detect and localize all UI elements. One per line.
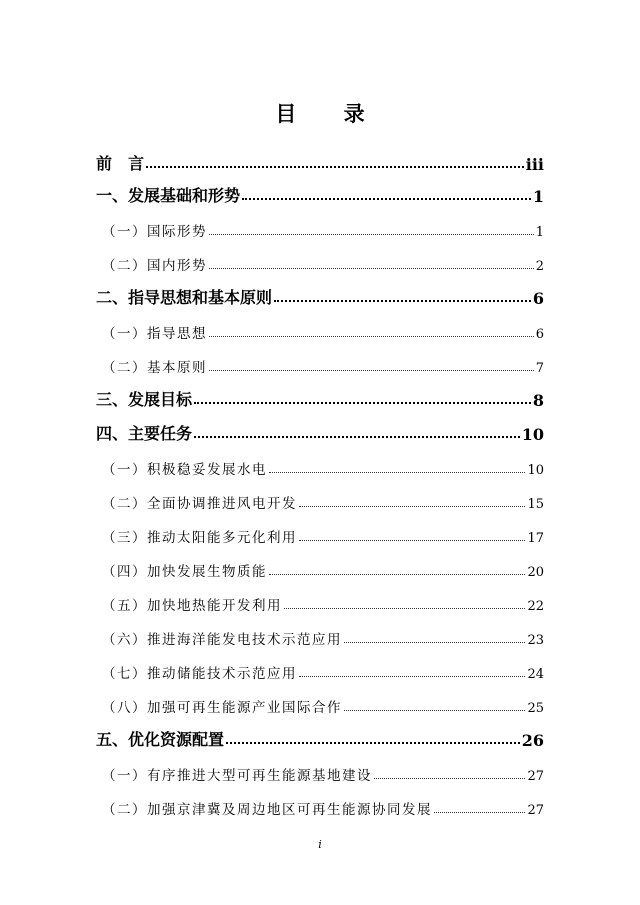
toc-entry[interactable] [96,280,544,308]
toc-entry-label: 前 言 [96,154,145,173]
dot-leader [299,676,525,677]
toc-entry-page: 27 [527,769,544,784]
toc-entry-page: 7 [535,361,544,376]
toc-entry-label: （二）基本原则 [102,360,207,376]
toc-entry-label: （二）国内形势 [102,258,207,274]
dot-leader [226,742,520,744]
toc-entry[interactable] [96,552,544,580]
dot-leader [209,336,534,337]
toc-entry-label: （一）有序推进大型可再生能源基地建设 [102,768,372,784]
toc-entry-page: 10 [527,463,544,478]
dot-leader [209,234,534,235]
toc-entry[interactable] [96,654,544,682]
toc-entry-page: 22 [527,599,544,614]
toc-entry-page: 26 [521,731,544,750]
toc-entry-page: 6 [532,289,544,308]
toc-entry-page: 25 [527,701,544,716]
page-number: i [318,838,322,851]
toc-entry-page: 23 [527,633,544,648]
toc-entry-label: （六）推进海洋能发电技术示范应用 [102,632,342,648]
toc-entry-page: 20 [527,565,544,580]
toc-entry-label: 五、优化资源配置 [96,730,225,749]
toc-entry-label: （三）推动太阳能多元化利用 [102,530,297,546]
toc-entry-label: 三、发展目标 [96,390,193,409]
toc-entry-label: （五）加快地热能开发利用 [102,598,282,614]
toc-entry[interactable] [96,348,544,376]
toc-entry[interactable] [96,620,544,648]
dot-leader [344,642,525,643]
toc-entry[interactable] [96,212,544,240]
toc-entry[interactable] [96,756,544,784]
toc-entry-label: （四）加快发展生物质能 [102,564,267,580]
toc-entry-label: 一、发展基础和形势 [96,186,241,205]
toc-entry-label: （一）积极稳妥发展水电 [102,462,267,478]
toc-entry-page: 2 [535,259,544,274]
dot-leader [209,370,534,371]
toc-entry[interactable] [96,722,544,750]
toc-entry-page: iii [525,155,544,174]
toc-entry-page: 1 [532,187,544,206]
dot-leader [269,574,525,575]
dot-leader [284,608,525,609]
toc-entry-page: 24 [527,667,544,682]
toc-entry[interactable] [96,586,544,614]
toc-entry[interactable] [96,790,544,818]
dot-leader [299,506,525,507]
toc-entry-label: （八）加强可再生能源产业国际合作 [102,700,342,716]
toc-entry[interactable] [96,178,544,206]
dot-leader [344,710,525,711]
dot-leader [434,812,525,813]
dot-leader [274,300,531,302]
toc-entry-label: （七）推动储能技术示范应用 [102,666,297,682]
toc-entry-page: 1 [535,225,544,240]
toc-entry-page: 8 [532,391,544,410]
toc-entry[interactable] [96,382,544,410]
dot-leader [194,436,520,438]
dot-leader [209,268,534,269]
toc-entry[interactable] [96,518,544,546]
toc-entry-label: （一）指导思想 [102,326,207,342]
toc-entry[interactable] [96,688,544,716]
dot-leader [269,472,525,473]
toc-entry[interactable] [96,146,544,174]
toc-entry[interactable] [96,484,544,512]
toc-entry-page: 10 [521,425,544,444]
toc-entry-label: （一）国际形势 [102,224,207,240]
dot-leader [374,778,525,779]
toc-entry[interactable] [96,416,544,444]
toc-entry-label: 二、指导思想和基本原则 [96,288,273,307]
toc-entry-page: 17 [527,531,544,546]
dot-leader [194,402,531,404]
toc-entry-label: 四、主要任务 [96,424,193,443]
toc-entry-label: （二）加强京津冀及周边地区可再生能源协同发展 [102,802,432,818]
dot-leader [299,540,525,541]
toc-entry-page: 6 [535,327,544,342]
toc-title: 目 录 [275,101,385,126]
toc-entry-page: 15 [527,497,544,512]
toc-entry[interactable] [96,314,544,342]
toc-entry-page: 27 [527,803,544,818]
toc-entry[interactable] [96,246,544,274]
toc-entry-label: （二）全面协调推进风电开发 [102,496,297,512]
dot-leader [242,198,531,200]
toc-entry[interactable] [96,450,544,478]
dot-leader [146,166,524,168]
